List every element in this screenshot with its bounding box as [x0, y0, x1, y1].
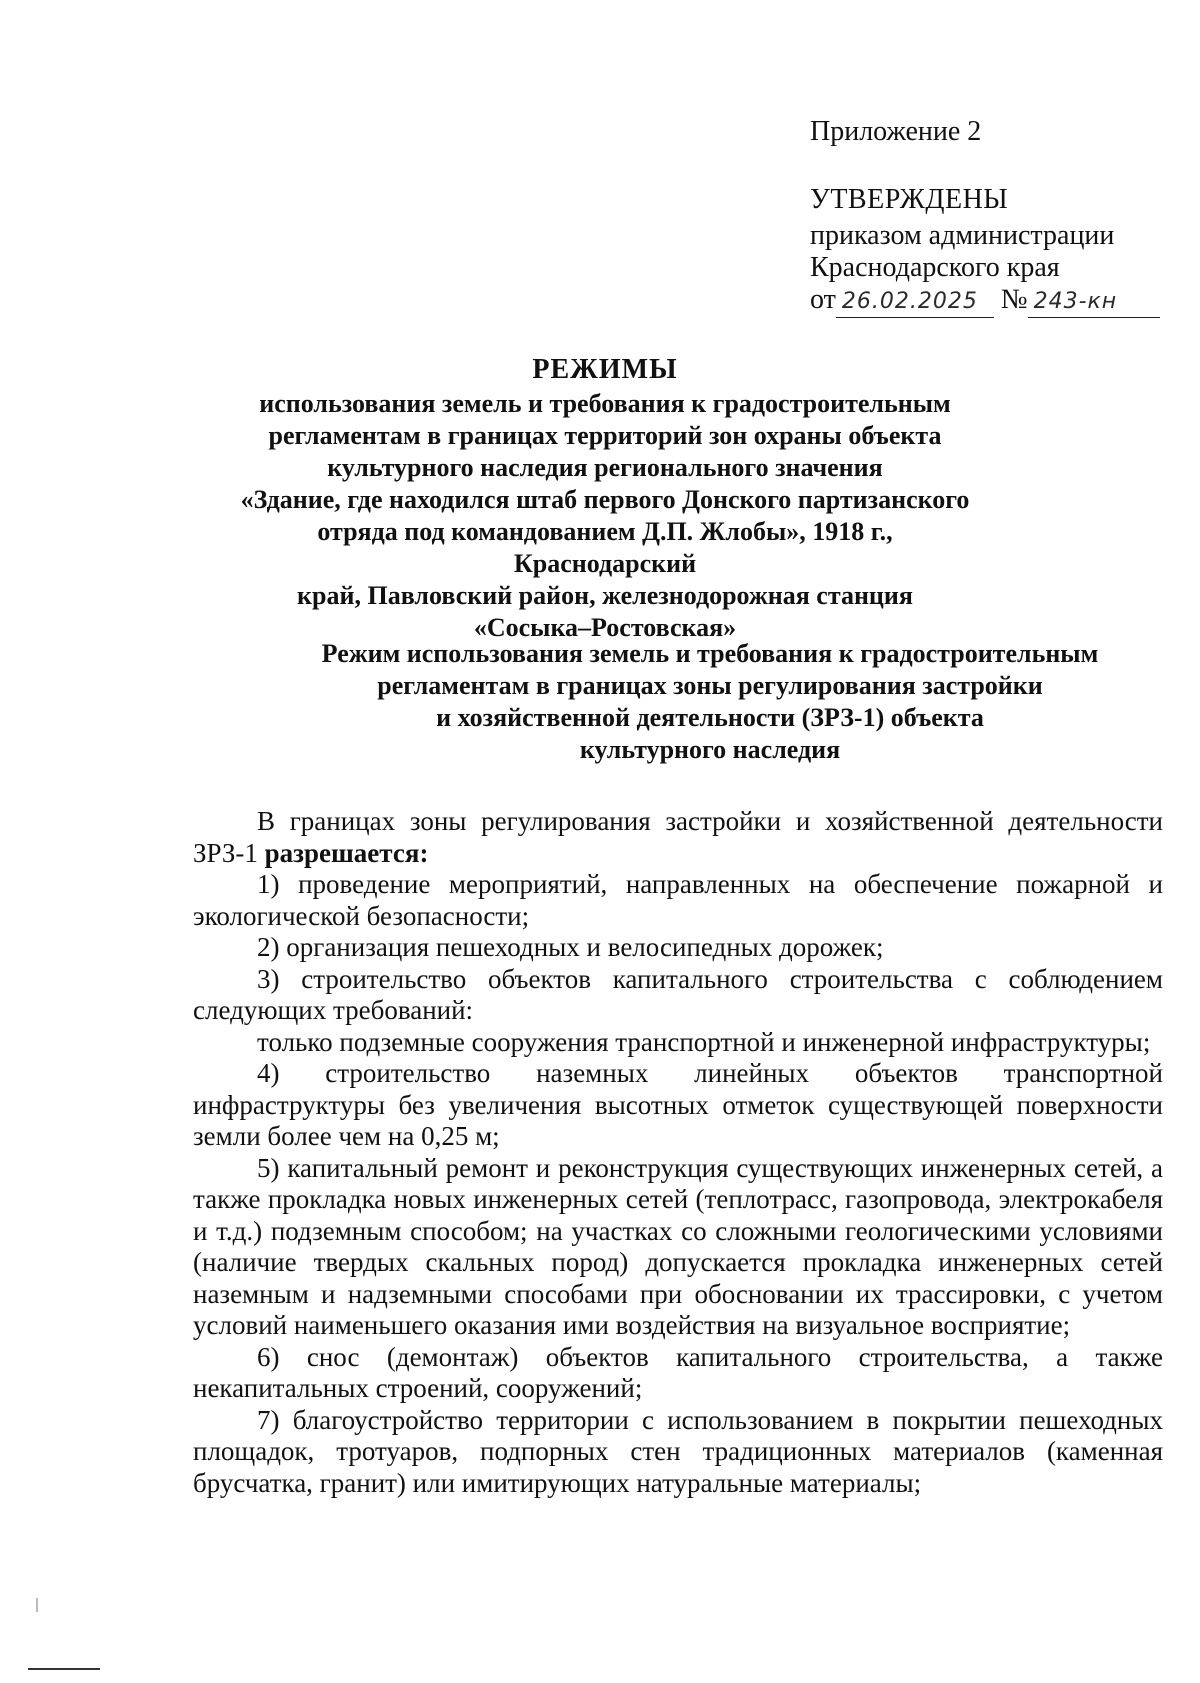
list-item: 1) проведение мероприятий, направленных на обеспечение пожарной и экологической безопасности;	[193, 869, 1163, 931]
section-heading	[270, 638, 1150, 766]
lead-text: В границах зоны регулирования застройки и хозяйственной деятельности ЗРЗ-1	[193, 806, 1163, 868]
from-label: от	[810, 284, 836, 315]
title-line: край, Павловский район, железнодорожная станция	[297, 581, 913, 610]
lead-paragraph	[193, 806, 1163, 869]
footer-rule	[28, 1668, 100, 1670]
title-line: использования земель и требования к градостроительным	[259, 389, 951, 418]
list-item: 6) снос (демонтаж) объектов капитального строительства, а также некапитальных строений, сооружений;	[193, 1341, 1163, 1403]
title-line: регламентам в границах территорий зон охраны объекта	[268, 421, 942, 450]
approved-by-line-1: приказом администрации	[810, 220, 1115, 251]
handwritten-date: 26.02.2025	[836, 287, 994, 318]
section-heading-line: культурного наследия	[579, 735, 841, 764]
title-line: «Здание, где находился штаб первого Донского партизанского	[240, 485, 970, 514]
body-text	[193, 806, 1163, 1499]
list-item: 7) благоустройство территории с использованием в покрытии пешеходных площадок, тротуаров, подпорных стен традиционных материалов (каменная брусчатка, гранит) или имитирующих натуральные материалы;	[193, 1404, 1163, 1498]
list-item: 2) организация пешеходных и велосипедных дорожек;	[257, 932, 884, 962]
section-heading-line: и хозяйственной деятельности (ЗРЗ-1) объекта	[436, 703, 984, 732]
title-line: культурного наследия регионального значения	[327, 453, 883, 482]
list-item: 5) капитальный ремонт и реконструкция существующих инженерных сетей, а также прокладка новых инженерных сетей (теплотрасс, газопровода, электрокабеля и т.д.) подземным способом; на участках со сложными геологическими условиями (наличие твердых скальных пород) допускается прокладка инженерных сетей наземным и надземными способами при обосновании их трассировки, с учетом условий наименьшего оказания ими воздействия на визуальное восприятие;	[193, 1152, 1163, 1340]
document-title	[240, 352, 970, 644]
appendix-label: Приложение 2	[810, 116, 982, 147]
lead-bold: разрешается:	[264, 837, 429, 868]
section-heading-line: Режим использования земель и требования к градостроительным	[321, 639, 1099, 668]
approval-block	[810, 184, 1160, 318]
approved-by-line-2: Краснодарского края	[810, 252, 1060, 283]
approved-heading: УТВЕРЖДЕНЫ	[810, 184, 1009, 215]
section-heading-line: регламентам в границах зоны регулирования застройки	[377, 671, 1043, 700]
title-main: РЕЖИМЫ	[532, 354, 678, 385]
number-label: №	[1000, 284, 1028, 315]
list-item: 3) строительство объектов капитального строительства с соблюдением следующих требований:	[193, 963, 1163, 1025]
order-date-number-line	[810, 284, 1160, 318]
title-line: отряда под командованием Д.П. Жлобы», 1918 г., Краснодарский	[317, 517, 893, 578]
handwritten-number: 243-кн	[1028, 287, 1160, 318]
scan-edge-mark	[36, 1598, 38, 1612]
list-item: 4) строительство наземных линейных объектов транспортной инфраструктуры без увеличения высотных отметок существующей поверхности земли более чем на 0,25 м;	[193, 1058, 1163, 1151]
title-line: «Сосыка–Ростовская»	[473, 613, 737, 642]
list-item: только подземные сооружения транспортной и инженерной инфраструктуры;	[257, 1026, 1151, 1057]
